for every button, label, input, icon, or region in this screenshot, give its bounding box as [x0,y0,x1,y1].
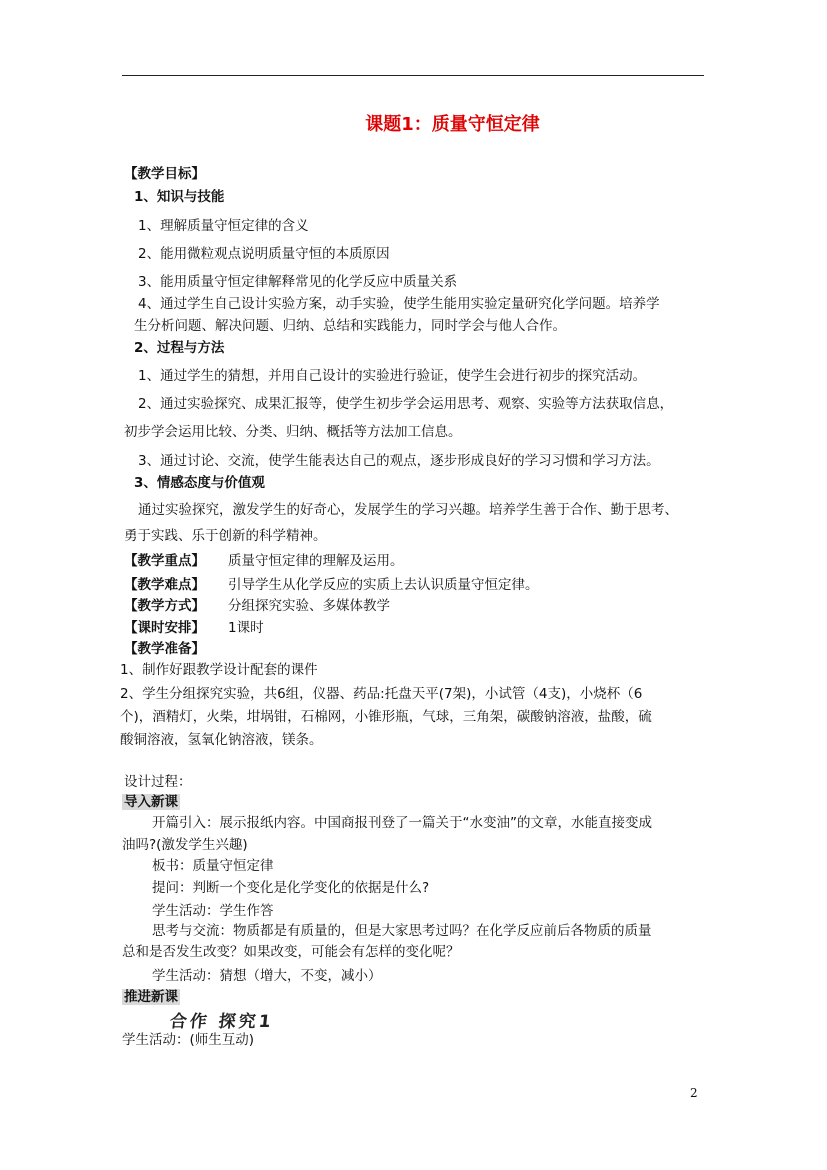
process-item: 2、通过实验探究、成果汇报等，使学生初步学会运用思考、观察、实验等方法获取信息， [138,396,674,412]
last-line: 学生活动：(师生互动) [122,1032,255,1048]
header-rule [122,75,704,76]
process-heading: 2、过程与方法 [134,340,225,356]
question-text: 提问：判断一个变化是化学变化的依据是什么? [152,880,430,896]
difficulty-text: 引导学生从化学反应的实质上去认识质量守恒定律。 [228,577,539,593]
advance-heading [122,987,180,1007]
discussion-text: 思考与交流：物质都是有质量的，但是大家思考过吗？在化学反应前后各物质的质量 [152,923,652,939]
method-text: 分组探究实验、多媒体教学 [228,598,390,614]
time-point [124,618,264,638]
page-title: 课题1：质量守恒定律 [365,114,540,135]
objectives-heading: 【教学目标】 [124,166,205,182]
intro-text-cont: 油吗?(激发学生兴趣) [122,837,248,853]
intro-heading [122,792,180,812]
knowledge-item: 2、能用微粒观点说明质量守恒的本质原因 [138,246,390,262]
knowledge-item: 1、理解质量守恒定律的含义 [138,218,309,234]
difficulty-label: 【教学难点】 [124,577,205,593]
prep-item: 1、制作好跟教学设计配套的课件 [120,662,318,678]
difficulty-point [124,575,539,595]
knowledge-item: 3、能用质量守恒定律解释常见的化学反应中质量关系 [138,274,458,290]
knowledge-item: 4、通过学生自己设计实验方案，动手实验，使学生能用实验定量研究化学问题。培养学 [138,296,660,312]
advance-heading-label: 推进新课 [124,989,178,1005]
knowledge-item-cont: 生分析问题、解决问题、归纳、总结和实践能力，同时学会与他人合作。 [134,318,566,334]
emotion-text-cont: 勇于实践、乐于创新的科学精神。 [124,528,327,544]
page-number: 2 [690,1086,698,1100]
key-point [124,551,404,571]
intro-heading-label: 导入新课 [124,794,178,810]
process-item: 3、通过讨论、交流，使学生能表达自己的观点，逐步形成良好的学习习惯和学习方法。 [138,453,660,469]
emotion-text: 通过实验探究，激发学生的好奇心，发展学生的学习兴趣。培养学生善于合作、勤于思考、 [138,502,678,518]
key-text: 质量守恒定律的理解及运用。 [228,553,404,569]
knowledge-heading: 1、知识与技能 [134,189,225,205]
board-text: 板书：质量守恒定律 [152,858,274,874]
process-item-cont: 初步学会运用比较、分类、归纳、概括等方法加工信息。 [124,424,462,440]
method-point [124,596,390,616]
guess-text: 学生活动：猜想（增大，不变，减小） [152,968,382,984]
prep-item-cont: 个)，酒精灯，火柴，坩埚钳，石棉网，小锥形瓶，气球，三角架，碳酸钠溶液，盐酸，硫 [120,709,652,725]
time-label: 【课时安排】 [124,620,205,636]
time-text: 1课时 [228,620,264,636]
design-heading: 设计过程： [124,774,192,790]
method-label: 【教学方式】 [124,598,205,614]
discussion-text-cont: 总和是否发生改变？如果改变，可能会有怎样的变化呢？ [122,944,460,960]
handwritten-caption: 合作 探究1 [168,1012,275,1032]
activity-text: 学生活动：学生作答 [152,903,274,919]
prep-heading: 【教学准备】 [124,641,205,657]
intro-text: 开篇引入：展示报纸内容。中国商报刊登了一篇关于“水变油”的文章，水能直接变成 [152,815,652,831]
key-label: 【教学重点】 [124,553,205,569]
process-item: 1、通过学生的猜想，并用自己设计的实验进行验证，使学生会进行初步的探究活动。 [138,368,647,384]
prep-item-cont: 酸铜溶液，氢氧化钠溶液，镁条。 [120,732,323,748]
prep-item: 2、学生分组探究实验，共6组，仪器、药品:托盘天平(7架)，小试管（4支)，小烧杯（6 [120,686,643,702]
emotion-heading: 3、情感态度与价值观 [134,475,265,491]
